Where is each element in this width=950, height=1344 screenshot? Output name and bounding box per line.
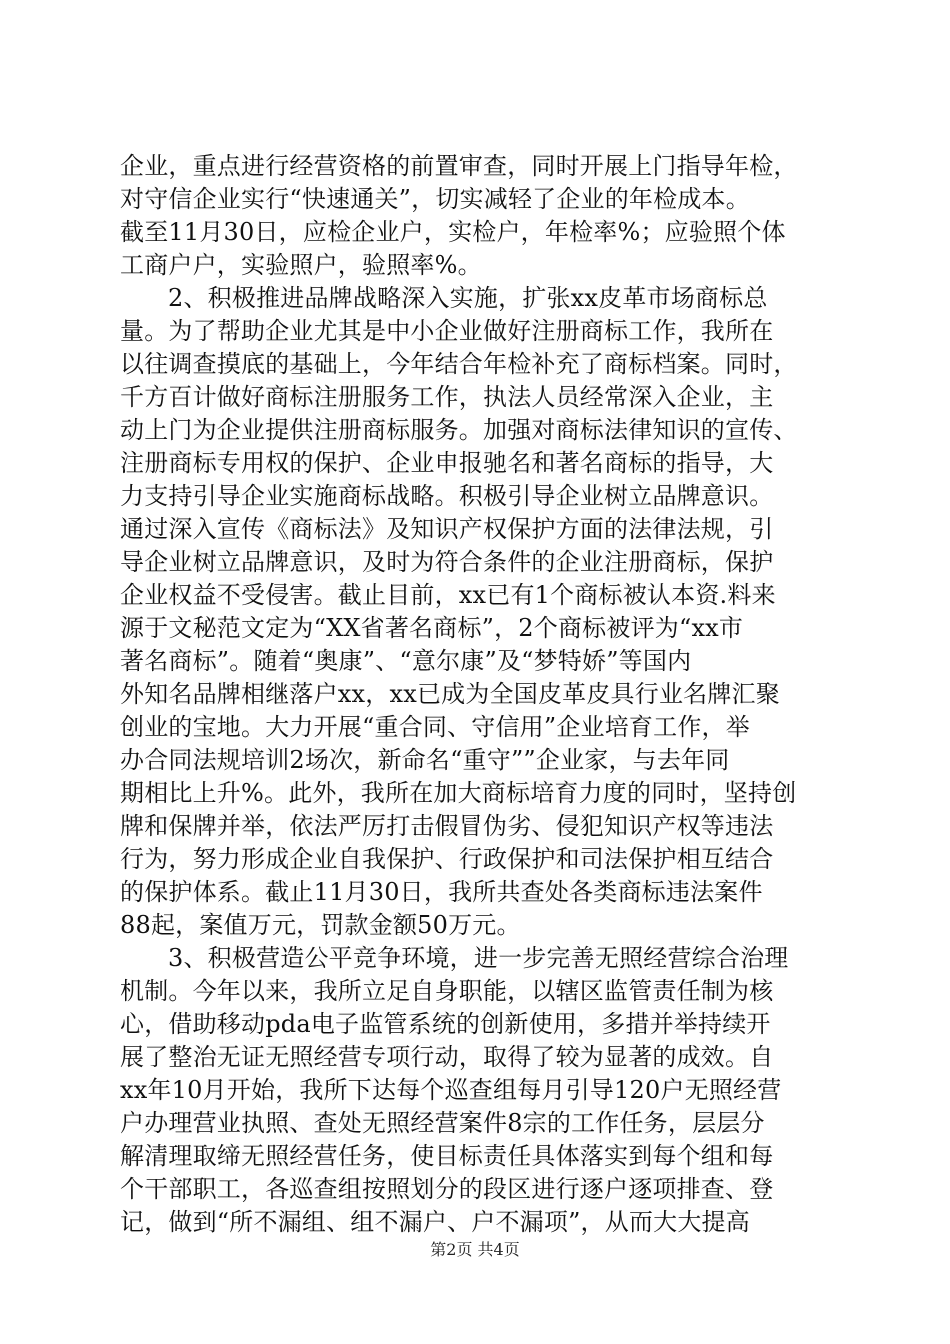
text-line: 展了整治无证无照经营专项行动，取得了较为显著的成效。自: [120, 1043, 774, 1071]
text-line: 期相比上升%。此外，我所在加大商标培育力度的同时，坚持创: [120, 779, 797, 807]
text-line: 截至11月30日，应检企业户，实检户，年检率%；应验照个体: [120, 218, 786, 246]
text-line: 创业的宝地。大力开展“重合同、守信用”企业培育工作，举: [120, 713, 750, 741]
text-line: 办合同法规培训2场次，新命名“重守””企业家，与去年同: [120, 746, 730, 774]
text-line: 解清理取缔无照经营任务，使目标责任具体落实到每个组和每: [120, 1142, 774, 1170]
text-line: 心，借助移动pda电子监管系统的创新使用，多措并举持续开: [120, 1010, 771, 1038]
text-line: 量。为了帮助企业尤其是中小企业做好注册商标工作，我所在: [120, 317, 774, 345]
text-line: 千方百计做好商标注册服务工作，执法人员经常深入企业，主: [120, 383, 774, 411]
text-line: 牌和保牌并举，依法严厉打击假冒伪劣、侵犯知识产权等违法: [120, 812, 774, 840]
text-line: 对守信企业实行“快速通关”，切实减轻了企业的年检成本。: [120, 185, 750, 213]
text-line: 工商户户，实验照户，验照率%。: [120, 251, 482, 279]
text-line: 记，做到“所不漏组、组不漏户、户不漏项”，从而大大提高: [120, 1208, 750, 1236]
text-line: 外知名品牌相继落户xx，xx已成为全国皮革皮具行业名牌汇聚: [120, 680, 780, 708]
text-line: 通过深入宣传《商标法》及知识产权保护方面的法律法规，引: [120, 515, 774, 543]
text-line: xx年10月开始，我所下达每个巡查组每月引导120户无照经营: [120, 1076, 782, 1104]
text-line: 力支持引导企业实施商标战略。积极引导企业树立品牌意识。: [120, 482, 774, 510]
paragraph-2-start-line: 2、积极推进品牌战略深入实施，扩张xx皮革市场商标总: [168, 284, 768, 312]
text-line: 注册商标专用权的保护、企业申报驰名和著名商标的指导，大: [120, 449, 774, 477]
text-line: 行为，努力形成企业自我保护、行政保护和司法保护相互结合: [120, 845, 774, 873]
text-line: 动上门为企业提供注册商标服务。加强对商标法律知识的宣传、: [120, 416, 798, 444]
text-line: 机制。今年以来，我所立足自身职能，以辖区监管责任制为核: [120, 977, 774, 1005]
page-number-footer: 第2页 共4页: [430, 1240, 520, 1259]
text-line: 个干部职工，各巡查组按照划分的段区进行逐户逐项排查、登: [120, 1175, 774, 1203]
text-line: 企业权益不受侵害。截止目前，xx已有1个商标被认本资.料来: [120, 581, 776, 609]
text-line: 的保护体系。截止11月30日，我所共查处各类商标违法案件: [120, 878, 763, 906]
text-line: 源于文秘范文定为“XX省著名商标”，2个商标被评为“xx市: [120, 614, 744, 642]
text-line: 88起，案值万元，罚款金额50万元。: [120, 911, 521, 939]
text-line: 以往调查摸底的基础上，今年结合年检补充了商标档案。同时，: [120, 350, 798, 378]
text-line: 著名商标”。随着“奥康”、“意尔康”及“梦特娇”等国内: [120, 647, 692, 675]
paragraph-3-start-line: 3、积极营造公平竞争环境，进一步完善无照经营综合治理: [168, 944, 789, 972]
document-body: [120, 150, 834, 1239]
text-line: 户办理营业执照、查处无照经营案件8宗的工作任务，层层分: [120, 1109, 765, 1137]
text-line: 导企业树立品牌意识，及时为符合条件的企业注册商标，保护: [120, 548, 774, 576]
text-line: 企业，重点进行经营资格的前置审查，同时开展上门指导年检，: [120, 152, 798, 180]
